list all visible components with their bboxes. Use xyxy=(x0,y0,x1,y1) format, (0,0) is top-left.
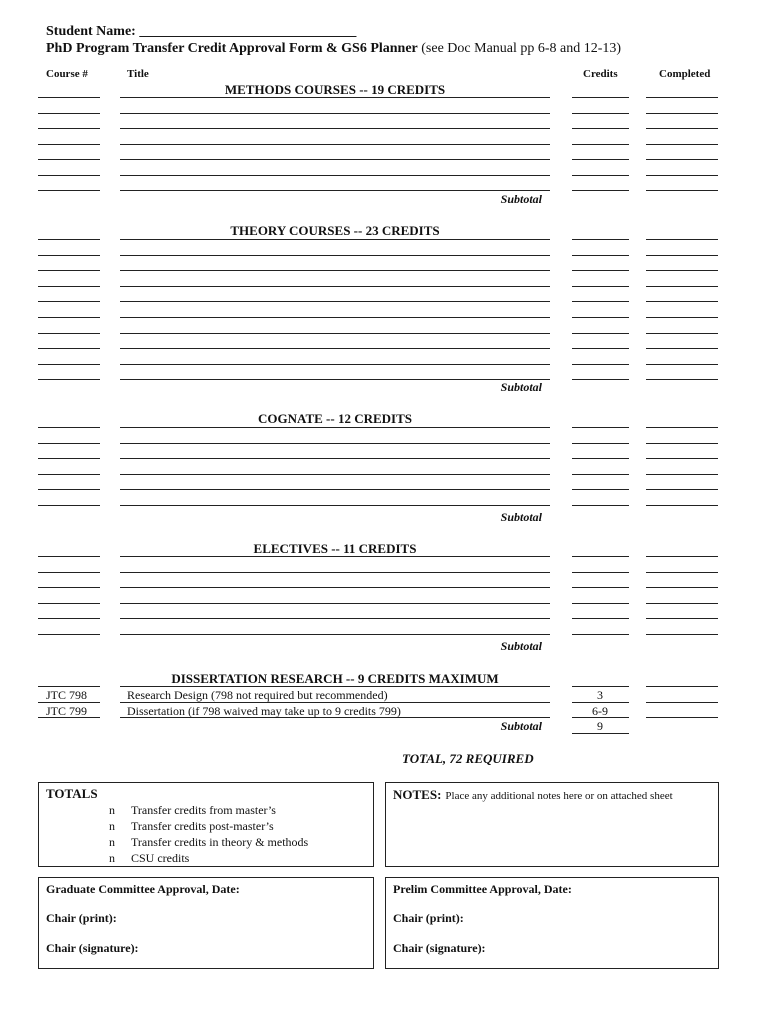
blank-line-title[interactable] xyxy=(120,474,550,475)
blank-line-credits[interactable] xyxy=(572,239,629,240)
bullet-icon: n xyxy=(109,803,115,817)
prelim-chair-print-label: Chair (print): xyxy=(393,911,464,925)
blank-line-credits[interactable] xyxy=(572,144,629,145)
blank-line-completed[interactable] xyxy=(646,239,718,240)
totals-item xyxy=(109,818,308,834)
blank-line-completed[interactable] xyxy=(646,317,718,318)
blank-line-title[interactable] xyxy=(120,97,550,98)
blank-line-title[interactable] xyxy=(120,175,550,176)
blank-line-completed[interactable] xyxy=(646,572,718,573)
blank-line-course[interactable] xyxy=(38,348,100,349)
blank-line-title[interactable] xyxy=(120,364,550,365)
blank-line-credits[interactable] xyxy=(572,348,629,349)
blank-line-credits[interactable] xyxy=(572,97,629,98)
blank-line-course[interactable] xyxy=(38,175,100,176)
blank-line-completed[interactable] xyxy=(646,603,718,604)
total-required: TOTAL, 72 REQUIRED xyxy=(402,751,534,766)
totals-item xyxy=(109,850,308,866)
dissertation-line-credits xyxy=(572,686,629,687)
subtotal-label-cognate: Subtotal xyxy=(500,510,542,524)
blank-line-title[interactable] xyxy=(120,317,550,318)
form-title-main: PhD Program Transfer Credit Approval Form & GS6 Planner xyxy=(46,41,418,56)
graduate-approval-label: Graduate Committee Approval, Date: xyxy=(46,882,240,896)
blank-line-course[interactable] xyxy=(38,333,100,334)
blank-line-title[interactable] xyxy=(120,489,550,490)
blank-line-course[interactable] xyxy=(38,458,100,459)
blank-line-credits[interactable] xyxy=(572,634,629,635)
blank-line-course[interactable] xyxy=(38,364,100,365)
subtotal-label-theory: Subtotal xyxy=(500,380,542,394)
blank-line-title[interactable] xyxy=(120,443,550,444)
dissertation-line-completed[interactable] xyxy=(646,686,718,687)
blank-line-course[interactable] xyxy=(38,603,100,604)
student-name-blank[interactable]: _______________________________ xyxy=(139,24,357,39)
blank-line-completed[interactable] xyxy=(646,379,718,380)
blank-line-title[interactable] xyxy=(120,505,550,506)
blank-line-completed[interactable] xyxy=(646,159,718,160)
blank-line-credits[interactable] xyxy=(572,333,629,334)
notes-instructions: Place any additional notes here or on attached sheet xyxy=(445,790,673,802)
blank-line-completed[interactable] xyxy=(646,556,718,557)
graduate-chair-signature-label: Chair (signature): xyxy=(46,941,139,955)
blank-line-completed[interactable] xyxy=(646,175,718,176)
notes-box[interactable] xyxy=(385,782,719,867)
blank-line-title[interactable] xyxy=(120,128,550,129)
blank-line-course[interactable] xyxy=(38,190,100,191)
blank-line-title[interactable] xyxy=(120,286,550,287)
blank-line-credits[interactable] xyxy=(572,474,629,475)
blank-line-credits[interactable] xyxy=(572,159,629,160)
form-title xyxy=(46,41,621,57)
student-name-line xyxy=(46,24,356,40)
blank-line-completed[interactable] xyxy=(646,144,718,145)
blank-line-completed[interactable] xyxy=(646,333,718,334)
blank-line-title[interactable] xyxy=(120,427,550,428)
subtotal-label-methods: Subtotal xyxy=(500,192,542,206)
blank-line-course[interactable] xyxy=(38,556,100,557)
dissertation-title-798: Research Design (798 not required but recommended) xyxy=(127,688,388,702)
blank-line-credits[interactable] xyxy=(572,301,629,302)
blank-line-credits[interactable] xyxy=(572,286,629,287)
column-header-completed: Completed xyxy=(659,68,711,80)
blank-line-title[interactable] xyxy=(120,301,550,302)
column-header-course: Course # xyxy=(46,68,88,80)
blank-line-title[interactable] xyxy=(120,556,550,557)
blank-line-title[interactable] xyxy=(120,587,550,588)
totals-item-label: Transfer credits in theory & methods xyxy=(131,835,309,849)
blank-line-credits[interactable] xyxy=(572,443,629,444)
blank-line-title[interactable] xyxy=(120,190,550,191)
bullet-icon: n xyxy=(109,851,115,865)
section-title-theory: THEORY COURSES -- 23 CREDITS xyxy=(230,223,440,238)
blank-line-completed[interactable] xyxy=(646,348,718,349)
blank-line-course[interactable] xyxy=(38,286,100,287)
blank-line-course[interactable] xyxy=(38,255,100,256)
totals-heading: TOTALS xyxy=(46,786,98,801)
blank-line-title[interactable] xyxy=(120,634,550,635)
totals-item-label: Transfer credits from master’s xyxy=(131,803,276,817)
blank-line-credits[interactable] xyxy=(572,618,629,619)
blank-line-completed[interactable] xyxy=(646,634,718,635)
bullet-icon: n xyxy=(109,835,115,849)
section-title-electives: ELECTIVES -- 11 CREDITS xyxy=(253,541,417,556)
blank-line-completed[interactable] xyxy=(646,427,718,428)
blank-line-completed[interactable] xyxy=(646,113,718,114)
dissertation-line-course xyxy=(38,686,100,687)
form-title-note: (see Doc Manual pp 6-8 and 12-13) xyxy=(417,41,622,56)
blank-line-title[interactable] xyxy=(120,255,550,256)
graduate-chair-print-label: Chair (print): xyxy=(46,911,117,925)
notes-heading: NOTES: xyxy=(393,787,442,802)
subtotal-label-electives: Subtotal xyxy=(500,639,542,653)
blank-line-course[interactable] xyxy=(38,144,100,145)
blank-line-title[interactable] xyxy=(120,379,550,380)
blank-line-completed[interactable] xyxy=(646,286,718,287)
dissertation-title-799: Dissertation (if 798 waived may take up to 9 credits 799) xyxy=(127,704,401,718)
totals-item-label: CSU credits xyxy=(131,851,190,865)
blank-line-course[interactable] xyxy=(38,239,100,240)
blank-line-title[interactable] xyxy=(120,159,550,160)
blank-line-title[interactable] xyxy=(120,270,550,271)
column-header-title: Title xyxy=(127,68,149,80)
blank-line-credits[interactable] xyxy=(572,587,629,588)
blank-line-course[interactable] xyxy=(38,634,100,635)
section-title-methods: METHODS COURSES -- 19 CREDITS xyxy=(224,82,446,97)
graduate-committee-box[interactable] xyxy=(38,877,374,969)
dissertation-subtotal-value: 9 xyxy=(597,719,603,733)
column-header-credits: Credits xyxy=(583,68,618,80)
totals-item-label: Transfer credits post-master’s xyxy=(131,819,274,833)
blank-line-completed[interactable] xyxy=(646,301,718,302)
blank-line-course[interactable] xyxy=(38,474,100,475)
totals-box xyxy=(38,782,374,867)
blank-line-credits[interactable] xyxy=(572,458,629,459)
blank-line-title[interactable] xyxy=(120,458,550,459)
blank-line-credits[interactable] xyxy=(572,427,629,428)
blank-line-credits[interactable] xyxy=(572,128,629,129)
blank-line-title[interactable] xyxy=(120,333,550,334)
blank-line-title[interactable] xyxy=(120,603,550,604)
subtotal-label-dissertation: Subtotal xyxy=(500,719,542,733)
dissertation-line-completed[interactable] xyxy=(646,717,718,718)
blank-line-credits[interactable] xyxy=(572,505,629,506)
blank-line-completed[interactable] xyxy=(646,489,718,490)
blank-line-credits[interactable] xyxy=(572,255,629,256)
blank-line-credits[interactable] xyxy=(572,317,629,318)
blank-line-course[interactable] xyxy=(38,427,100,428)
blank-line-title[interactable] xyxy=(120,618,550,619)
bullet-icon: n xyxy=(109,819,115,833)
blank-line-course[interactable] xyxy=(38,128,100,129)
blank-line-completed[interactable] xyxy=(646,97,718,98)
blank-line-credits[interactable] xyxy=(572,379,629,380)
blank-line-completed[interactable] xyxy=(646,443,718,444)
blank-line-title[interactable] xyxy=(120,239,550,240)
section-title-dissertation: DISSERTATION RESEARCH -- 9 CREDITS MAXIMUM xyxy=(171,671,499,686)
blank-line-title[interactable] xyxy=(120,144,550,145)
dissertation-credits-799: 6-9 xyxy=(592,704,608,718)
blank-line-course[interactable] xyxy=(38,572,100,573)
blank-line-course[interactable] xyxy=(38,505,100,506)
blank-line-credits[interactable] xyxy=(572,190,629,191)
prelim-committee-box[interactable] xyxy=(385,877,719,969)
blank-line-completed[interactable] xyxy=(646,255,718,256)
notes-header xyxy=(393,786,673,804)
blank-line-course[interactable] xyxy=(38,97,100,98)
blank-line-completed[interactable] xyxy=(646,128,718,129)
blank-line-credits[interactable] xyxy=(572,572,629,573)
blank-line-course[interactable] xyxy=(38,489,100,490)
totals-item xyxy=(109,802,308,818)
blank-line-credits[interactable] xyxy=(572,113,629,114)
blank-line-credits[interactable] xyxy=(572,489,629,490)
blank-line-credits[interactable] xyxy=(572,270,629,271)
dissertation-course-798: JTC 798 xyxy=(46,688,88,702)
blank-line-credits[interactable] xyxy=(572,364,629,365)
blank-line-course[interactable] xyxy=(38,159,100,160)
blank-line-completed[interactable] xyxy=(646,190,718,191)
blank-line-course[interactable] xyxy=(38,587,100,588)
blank-line-course[interactable] xyxy=(38,443,100,444)
totals-list xyxy=(109,802,308,866)
blank-line-completed[interactable] xyxy=(646,270,718,271)
blank-line-course[interactable] xyxy=(38,379,100,380)
dissertation-credits-798: 3 xyxy=(597,688,603,702)
blank-line-course[interactable] xyxy=(38,317,100,318)
blank-line-completed[interactable] xyxy=(646,364,718,365)
prelim-approval-label: Prelim Committee Approval, Date: xyxy=(393,882,572,896)
prelim-chair-signature-label: Chair (signature): xyxy=(393,941,486,955)
blank-line-course[interactable] xyxy=(38,301,100,302)
blank-line-credits[interactable] xyxy=(572,175,629,176)
blank-line-completed[interactable] xyxy=(646,458,718,459)
blank-line-title[interactable] xyxy=(120,348,550,349)
blank-line-credits[interactable] xyxy=(572,603,629,604)
totals-item xyxy=(109,834,308,850)
blank-line-credits[interactable] xyxy=(572,556,629,557)
blank-line-title[interactable] xyxy=(120,113,550,114)
blank-line-course[interactable] xyxy=(38,113,100,114)
dissertation-line-completed[interactable] xyxy=(646,702,718,703)
student-name-label: Student Name: xyxy=(46,24,140,39)
section-title-cognate: COGNATE -- 12 CREDITS xyxy=(258,411,412,426)
blank-line-title[interactable] xyxy=(120,572,550,573)
dissertation-course-799: JTC 799 xyxy=(46,704,88,718)
blank-line-completed[interactable] xyxy=(646,618,718,619)
blank-line-completed[interactable] xyxy=(646,505,718,506)
blank-line-completed[interactable] xyxy=(646,474,718,475)
blank-line-completed[interactable] xyxy=(646,587,718,588)
blank-line-course[interactable] xyxy=(38,270,100,271)
blank-line-course[interactable] xyxy=(38,618,100,619)
